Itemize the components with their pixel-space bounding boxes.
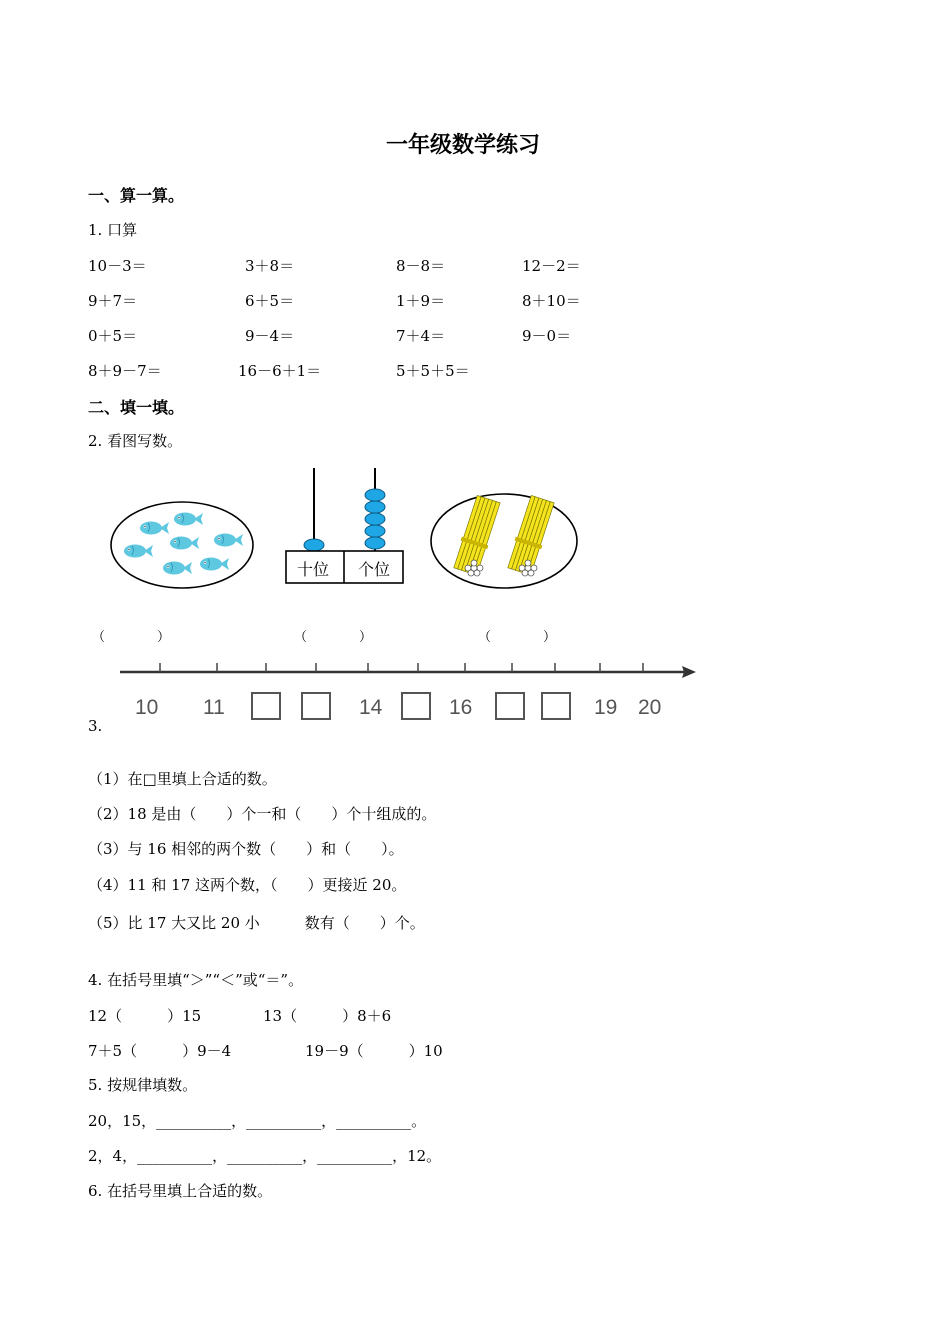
calc-item: 9－0＝	[522, 327, 572, 345]
calc-item: 7＋4＝	[396, 327, 446, 345]
q2-label: 2. 看图写数。	[88, 432, 183, 450]
q3-item: （2）18 是由（ ）个一和（ ）个十组成的。	[88, 805, 437, 823]
calc-item: 9－4＝	[245, 327, 295, 345]
q5-label: 5. 按规律填数。	[88, 1076, 198, 1094]
calc-item: 1＋9＝	[396, 292, 446, 310]
q4-label: 4. 在括号里填“＞”“＜”或“＝”。	[88, 971, 304, 989]
calc-item: 8＋9－7＝	[88, 362, 162, 380]
fish-picture	[105, 497, 259, 593]
calc-item: 3＋8＝	[245, 257, 295, 275]
calc-item: 8－8＝	[396, 257, 446, 275]
number-line-blank-box[interactable]	[401, 692, 431, 720]
q3-label: 3.	[88, 717, 103, 735]
abacus-bead	[304, 539, 324, 551]
calc-item: 9＋7＝	[88, 292, 138, 310]
q3-item: （5）比 17 大又比 20 小 数有（ ）个。	[88, 914, 425, 932]
abacus-bead	[365, 537, 385, 549]
answer-paren: （ ）	[92, 630, 171, 645]
number-line-blank-box[interactable]	[251, 692, 281, 720]
number-line-label: 11	[203, 696, 225, 719]
abacus-bead	[365, 501, 385, 513]
number-line-label: 20	[638, 696, 662, 719]
answer-paren: （ ）	[294, 630, 373, 645]
number-line-label: 10	[135, 696, 159, 719]
abacus-ones-label: 个位	[358, 560, 391, 579]
number-line	[118, 660, 698, 682]
page-title: 一年级数学练习	[386, 132, 541, 158]
section-1-heading: 一、算一算。	[88, 186, 185, 205]
number-line-blank-box[interactable]	[495, 692, 525, 720]
abacus-bead	[365, 525, 385, 537]
calc-item: 6＋5＝	[245, 292, 295, 310]
compare-item: 13（ ）8＋6	[263, 1007, 392, 1025]
answer-paren: （ ）	[478, 630, 557, 645]
pattern-line: 20，15，__________，__________，__________。	[88, 1112, 427, 1130]
calc-item: 8＋10＝	[522, 292, 581, 310]
q1-label: 1. 口算	[88, 221, 138, 239]
number-line-label: 14	[359, 696, 383, 719]
calc-item: 16－6＋1＝	[238, 362, 322, 380]
calc-item: 10－3＝	[88, 257, 147, 275]
stick-bundles-picture	[426, 490, 582, 594]
q3-item: （4）11 和 17 这两个数，（ ）更接近 20。	[88, 876, 407, 894]
q6-label: 6. 在括号里填上合适的数。	[88, 1182, 273, 1200]
number-line-label: 19	[594, 696, 618, 719]
stick-oval	[431, 494, 577, 588]
q3-item: （1）在□里填上合适的数。	[88, 770, 277, 788]
pattern-line: 2，4，__________，__________，__________，12。	[88, 1147, 442, 1165]
abacus-bead	[365, 489, 385, 501]
q3-item: （3）与 16 相邻的两个数（ ）和（ ）。	[88, 840, 404, 858]
number-line-blank-box[interactable]	[541, 692, 571, 720]
calc-item: 5＋5＋5＝	[396, 362, 470, 380]
number-line-blank-box[interactable]	[301, 692, 331, 720]
abacus-bead	[365, 513, 385, 525]
compare-item: 19－9（ ）10	[305, 1042, 443, 1060]
number-line-label: 16	[449, 696, 473, 719]
abacus-tens-label: 十位	[297, 560, 330, 579]
compare-item: 7＋5（ ）9－4	[88, 1042, 232, 1060]
calc-item: 12－2＝	[522, 257, 581, 275]
calc-item: 0＋5＝	[88, 327, 138, 345]
compare-item: 12（ ）15	[88, 1007, 202, 1025]
section-2-heading: 二、填一填。	[88, 398, 185, 417]
